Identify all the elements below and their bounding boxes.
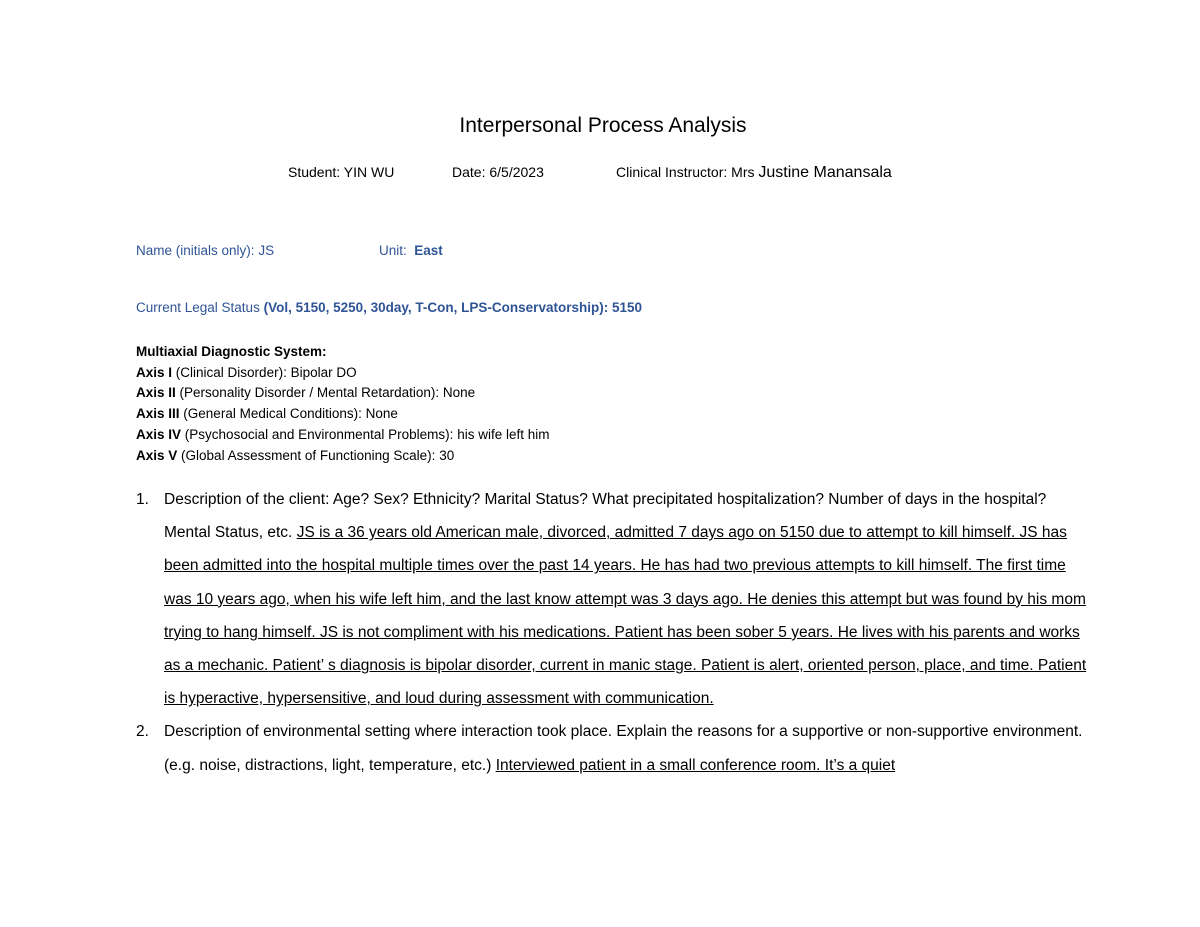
axis-description: (Global Assessment of Functioning Scale): <box>181 447 436 463</box>
student-field <box>288 162 394 182</box>
axis-label: Axis III <box>136 406 180 422</box>
item-prompt: Description of the client: Age? Sex? Ethnicity? Marital Status? What precipitated hospitalization? Number of days in the hospital? Mental Status, etc. <box>164 491 1047 542</box>
axis-row <box>136 446 549 467</box>
diagnostic-heading: Multiaxial Diagnostic System: <box>136 344 327 359</box>
axis-row <box>136 383 549 404</box>
axis-value: his wife left him <box>457 426 550 442</box>
axis-value: None <box>365 406 398 422</box>
item-answer: JS is a 36 years old American male, divorced, admitted 7 days ago on 5150 due to attempt to kill himself. JS has been admitted into the hospital multiple times over the past 14 years. He has had two previous attempts to kill himself. The first time was 10 years ago, when his wife left him, and the last know attempt was 3 days ago. He denies this attempt but was found by his mom trying to hang himself. JS is not compliment with his medications. Patient has been sober 5 years. He lives with his parents and works as a mechanic. Patient’ s diagnosis is bipolar disorder, current in manic stage. Patient is alert, oriented person, place, and time. Patient is hyperactive, hypersensitive, and loud during assessment with communication. <box>164 524 1087 708</box>
instructor-label: Clinical Instructor: <box>616 164 728 180</box>
axis-description: (General Medical Conditions): <box>183 406 362 422</box>
axis-description: (Personality Disorder / Mental Retardation): <box>179 385 440 401</box>
axis-value: Bipolar DO <box>290 364 357 380</box>
student-label: Student: <box>288 164 341 180</box>
axis-label: Axis I <box>136 364 173 380</box>
axis-label: Axis IV <box>136 426 182 442</box>
question-list <box>136 483 1096 782</box>
student-value: YIN WU <box>343 164 395 180</box>
axis-description: (Psychosocial and Environmental Problems): <box>184 426 454 442</box>
name-value: JS <box>258 243 275 258</box>
date-value: 6/5/2023 <box>489 164 544 180</box>
unit-value: East <box>414 243 443 258</box>
axis-description: (Clinical Disorder): <box>175 364 287 380</box>
unit-field <box>379 241 443 261</box>
instructor-field <box>616 162 892 183</box>
list-item <box>136 483 1096 715</box>
axis-label: Axis II <box>136 385 176 401</box>
list-item <box>136 715 1096 781</box>
unit-label: Unit: <box>379 243 407 258</box>
axis-label: Axis V <box>136 447 178 463</box>
item-answer: Interviewed patient in a small conference room. It’s a quiet <box>495 756 896 774</box>
item-prompt: Description of environmental setting where interaction took place. Explain the reasons for a supportive or non-supportive environment. (e.g. noise, distractions, light, temperature, etc.) <box>164 723 1083 774</box>
item-number: 1. <box>136 491 149 508</box>
axis-row <box>136 404 549 425</box>
item-number: 2. <box>136 723 149 741</box>
date-label: Date: <box>452 164 486 180</box>
instructor-name: Justine Manansala <box>758 164 892 181</box>
name-field <box>136 241 274 261</box>
document-title: Interpersonal Process Analysis <box>459 114 747 137</box>
axis-value: None <box>442 385 476 401</box>
axis-row <box>136 425 549 446</box>
instructor-prefix: Mrs <box>731 164 755 180</box>
axis-row <box>136 363 549 384</box>
legal-status-value: 5150 <box>611 300 643 315</box>
name-label: Name (initials only): <box>136 243 255 258</box>
date-field <box>452 162 544 182</box>
legal-status-label: Current Legal Status <box>136 300 260 315</box>
legal-status-options: (Vol, 5150, 5250, 30day, T-Con, LPS-Conservatorship): <box>263 300 609 315</box>
legal-status-field <box>136 298 642 318</box>
axis-value: 30 <box>439 447 455 463</box>
multiaxial-diagnostic-section <box>136 342 549 466</box>
